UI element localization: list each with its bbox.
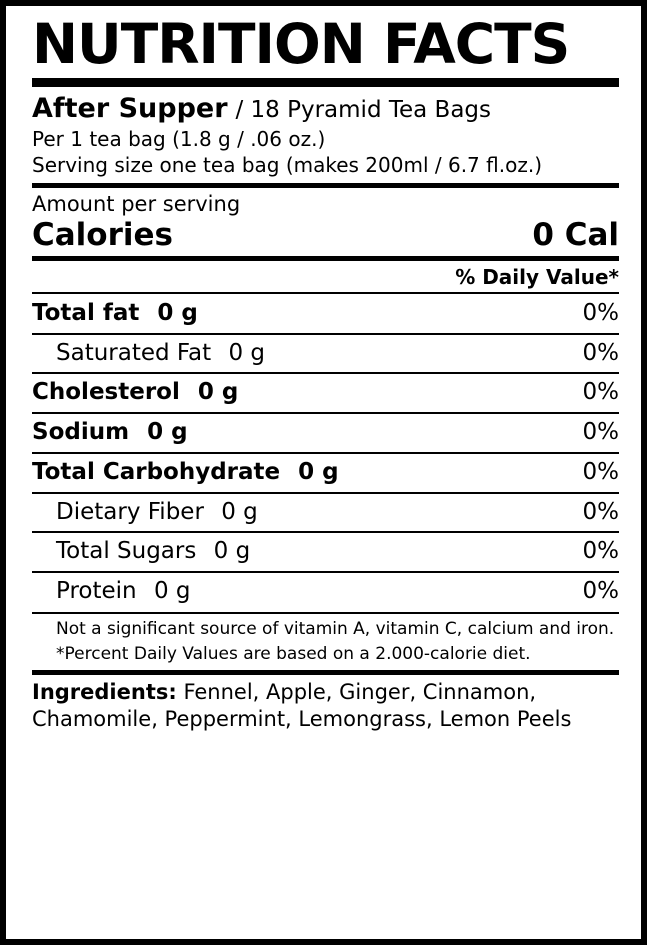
row-daily-value: 0% [582, 538, 619, 565]
divider-row-5 [32, 492, 619, 494]
row-label: Sodium 0 g [32, 419, 188, 446]
serving-line-2: Serving size one tea bag (makes 200ml / 6.7 fl.oz.) [32, 153, 542, 178]
row-daily-value: 0% [582, 458, 619, 485]
table-row-sodium [32, 416, 619, 450]
product-subtitle: / 18 Pyramid Tea Bags [235, 96, 492, 123]
table-row-saturated-fat [32, 337, 619, 371]
product-line [32, 93, 619, 124]
footnote-nutrients: Not a significant source of vitamin A, vitamin C, calcium and iron. [56, 618, 615, 639]
row-daily-value: 0% [582, 498, 619, 525]
table-row-total-carbohydrate [32, 456, 619, 490]
row-amount: 0 g [147, 419, 188, 446]
divider-under-calories [32, 256, 619, 261]
footnote-daily-values: *Percent Daily Values are based on a 2.000-calorie diet. [56, 643, 531, 664]
row-label: Total Sugars 0 g [56, 538, 251, 565]
divider-under-serving [32, 183, 619, 188]
calories-label: Calories [32, 216, 173, 253]
row-label: Saturated Fat 0 g [56, 339, 266, 366]
table-row-dietary-fiber [32, 496, 619, 530]
serving-line-1: Per 1 tea bag (1.8 g / .06 oz.) [32, 126, 326, 151]
divider-under-protein [32, 612, 619, 614]
divider-under-title [32, 78, 619, 87]
row-amount: 0 g [197, 379, 239, 406]
divider-above-ingredients [32, 670, 619, 675]
table-row-protein [32, 575, 619, 609]
row-label: Total Carbohydrate 0 g [32, 458, 339, 485]
row-label: Protein 0 g [56, 578, 191, 605]
calories-row [32, 218, 619, 252]
row-amount: 0 g [221, 498, 258, 525]
row-label: Dietary Fiber 0 g [56, 498, 258, 525]
row-daily-value: 0% [582, 339, 619, 366]
calories-value: 0 Cal [532, 216, 619, 253]
table-row-total-sugars [32, 535, 619, 569]
daily-value-header: % Daily Value* [455, 264, 619, 289]
divider-row-7 [32, 571, 619, 573]
row-label: Total fat 0 g [32, 299, 198, 326]
ingredients-text: Fennel, Apple, Ginger, Cinnamon, Chamomile, Peppermint, Lemongrass, Lemon Peels [32, 680, 572, 732]
row-daily-value: 0% [582, 578, 619, 605]
row-daily-value: 0% [582, 379, 619, 406]
row-label: Cholesterol 0 g [32, 379, 239, 406]
table-row-total-fat [32, 297, 619, 331]
row-daily-value: 0% [582, 299, 619, 326]
divider-row-1 [32, 333, 619, 335]
amount-per-serving-label: Amount per serving [32, 191, 241, 216]
row-daily-value: 0% [582, 419, 619, 446]
page-title: NUTRITION FACTS [32, 12, 570, 76]
product-name: After Supper [32, 92, 228, 124]
divider-under-dv-header [32, 292, 619, 294]
ingredients-block [32, 679, 619, 734]
row-amount: 0 g [228, 339, 266, 366]
ingredients-heading: Ingredients: [32, 680, 177, 705]
divider-row-6 [32, 531, 619, 533]
divider-row-3 [32, 412, 619, 414]
row-amount: 0 g [157, 299, 198, 326]
row-amount: 0 g [298, 458, 339, 485]
divider-row-4 [32, 452, 619, 454]
table-row-cholesterol [32, 376, 619, 410]
divider-row-2 [32, 372, 619, 374]
row-amount: 0 g [213, 538, 251, 565]
row-amount: 0 g [153, 578, 191, 605]
